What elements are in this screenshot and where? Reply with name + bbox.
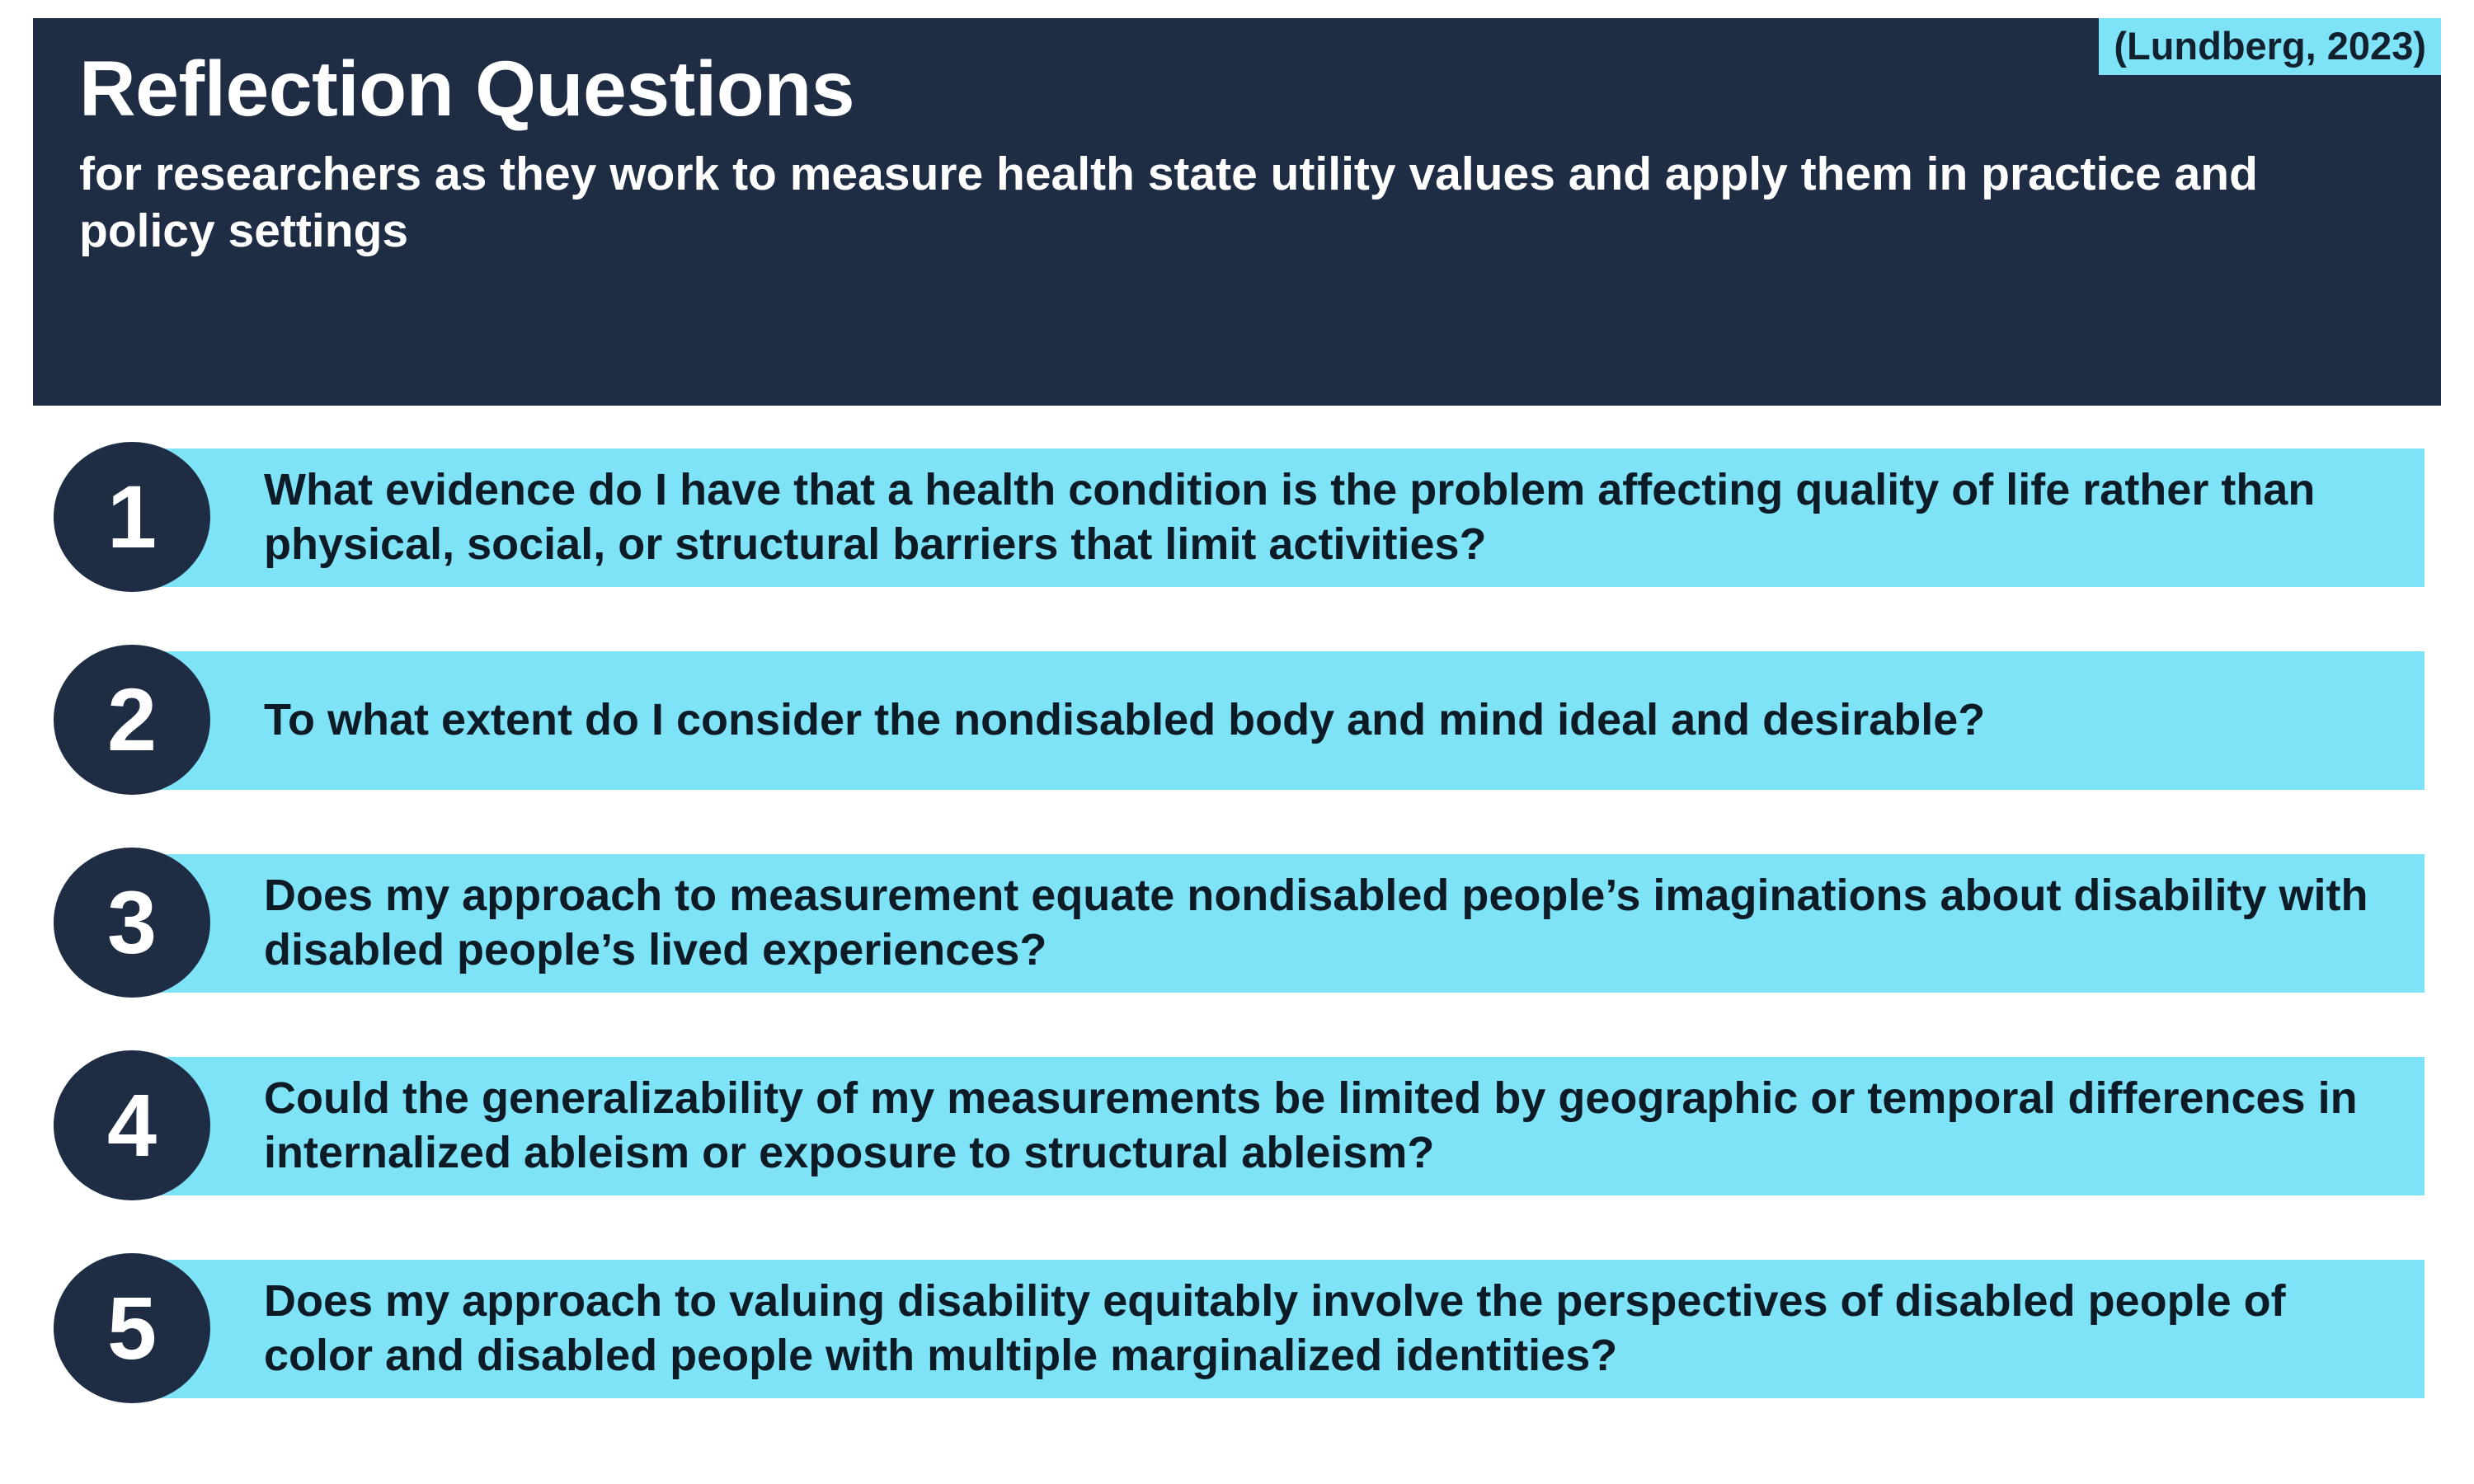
question-number-badge: 3 [54,848,210,998]
header-banner [33,18,2441,406]
question-text: Could the generalizability of my measurements be limited by geographic or temporal differences in internalized ableism or exposure to structural ableism? [264,1073,2358,1177]
list-item [0,1247,2474,1410]
question-text: To what extent do I consider the nondisabled body and mind ideal and desirable? [264,695,1986,745]
question-text: What evidence do I have that a health condition is the problem affecting quality of life rather than physical, social, or structural barriers that limit activities? [264,465,2316,569]
page-title: Reflection Questions [79,45,855,133]
question-number-badge: 1 [54,442,210,592]
list-item [0,638,2474,801]
question-text: Does my approach to measurement equate nondisabled people’s imaginations about disability with disabled people’s lived experiences? [264,871,2368,974]
list-item [0,435,2474,599]
questions-list [0,435,2474,1449]
list-item [0,841,2474,1004]
question-text: Does my approach to valuing disability equitably involve the perspectives of disabled people of color and disabled people with multiple marginalized identities? [264,1276,2286,1380]
list-item [0,1044,2474,1207]
question-number-badge: 5 [54,1253,210,1403]
citation-label: (Lundberg, 2023) [2099,18,2441,75]
question-number-badge: 2 [54,645,210,795]
page-subtitle: for researchers as they work to measure health state utility values and apply them in practice and policy settings [79,147,2258,258]
question-number-badge: 4 [54,1050,210,1200]
